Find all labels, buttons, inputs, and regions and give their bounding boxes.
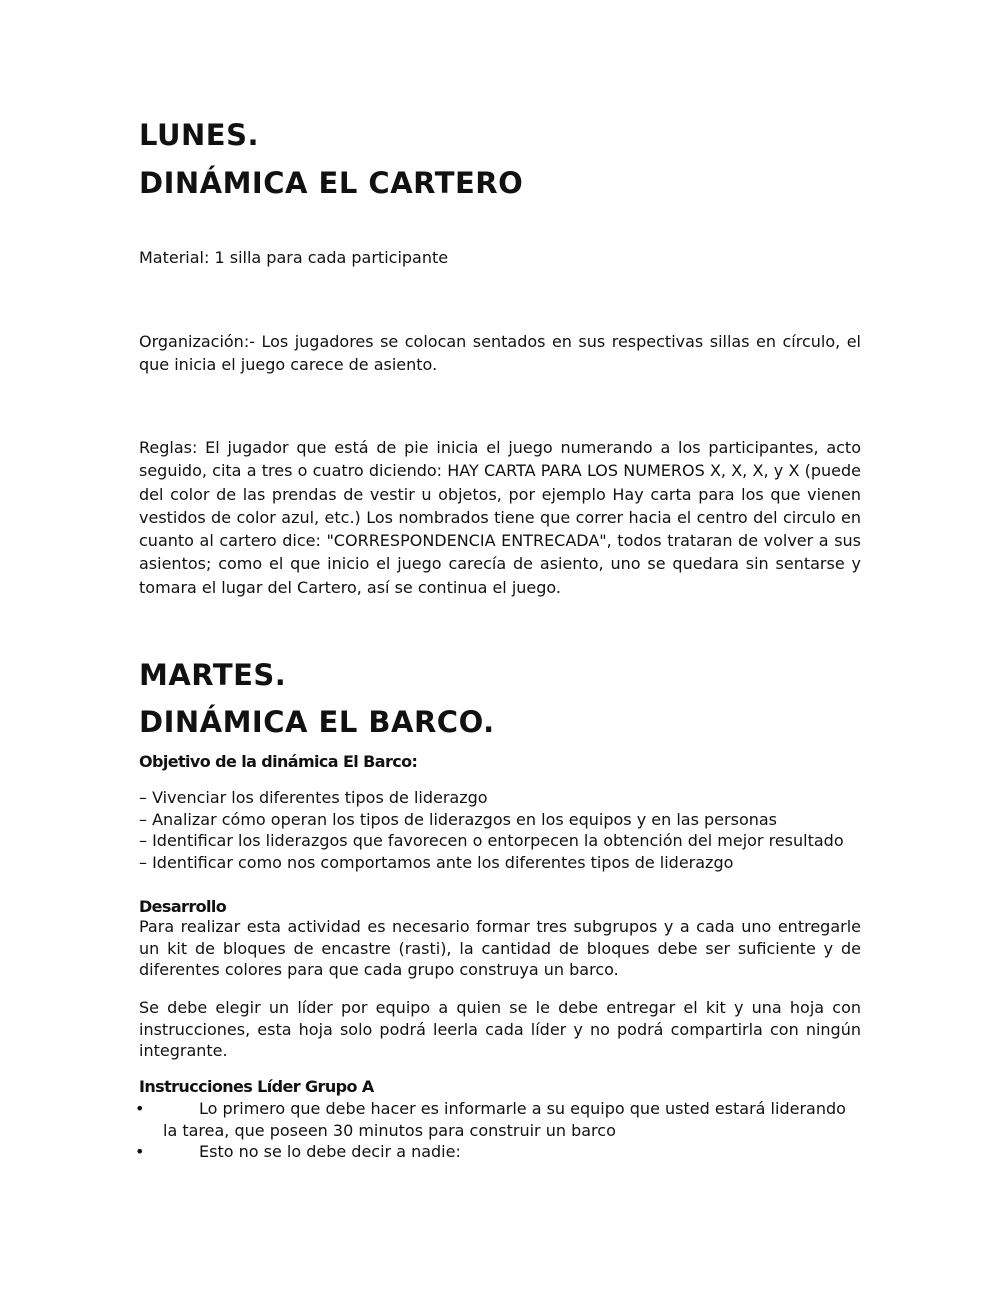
list-item: [135, 1098, 861, 1141]
list-item: – Identificar los liderazgos que favorecen o entorpecen la obtención del mejor resultado: [139, 831, 844, 850]
list-item: – Identificar como nos comportamos ante los diferentes tipos de liderazgo: [139, 852, 734, 872]
list-item: – Vivenciar los diferentes tipos de liderazgo: [139, 788, 488, 807]
bullet-text-line: Lo primero que debe hacer es informarle a su equipo que usted estará liderando: [199, 1099, 846, 1118]
desarrollo-paragraph-1: Para realizar esta actividad es necesario formar tres subgrupos y a cada uno entregarle un kit de bloques de encastre (rasti), la cantidad de bloques debe ser suficiente y de diferentes colores para que cada grupo construya un barco.: [139, 917, 861, 980]
desarrollo-paragraph-2: Se debe elegir un líder por equipo a quien se le debe entregar el kit y una hoja con instrucciones, esta hoja solo podrá leerla cada líder y no podrá compartirla con ningún integrante.: [139, 998, 861, 1061]
day-heading-martes: MARTES.: [139, 658, 287, 692]
bullet-text-line: la tarea, que poseen 30 minutos para construir un barco: [163, 1120, 616, 1140]
list-item: [135, 1141, 861, 1163]
bullet-text-line: Esto no se lo debe decir a nadie:: [199, 1142, 461, 1161]
list-item: – Analizar cómo operan los tipos de liderazgos en los equipos y en las personas: [139, 809, 778, 829]
day-heading-lunes: LUNES.: [139, 118, 259, 152]
instrucciones-heading: Instrucciones Líder Grupo A: [139, 1077, 374, 1096]
organizacion-paragraph: Organización:- Los jugadores se colocan sentados en sus respectivas sillas en círculo, el que inicia el juego carece de asiento.: [139, 332, 861, 375]
reglas-paragraph: Reglas: El jugador que está de pie inicia el juego numerando a los participantes, acto seguido, cita a tres o cuatro diciendo: HAY CARTA PARA LOS NUMEROS X, X, X, y X (puede del color de las prendas de vestir u objetos, por ejemplo Hay carta para los que vienen vestidos de color azul, etc.) Los nombrados tiene que correr hacia el centro del circulo en cuanto al cartero dice: "CORRESPONDENCIA ENTRECADA", todos trataran de volver a sus asientos; como el que inicio el juego carecía de asiento, uno se quedara sin sentarse y tomara el lugar del Cartero, así se continua el juego.: [139, 438, 861, 597]
dynamic-title-cartero: DINÁMICA EL CARTERO: [139, 166, 524, 200]
material-paragraph: Material: 1 silla para cada participante: [139, 248, 449, 267]
dynamic-title-barco: DINÁMICA EL BARCO.: [139, 705, 495, 739]
desarrollo-heading: Desarrollo: [139, 897, 227, 916]
instrucciones-bullet-list: [135, 1098, 861, 1163]
bullet-icon: •: [135, 1142, 145, 1161]
objetivos-list: [139, 787, 844, 873]
bullet-icon: •: [135, 1099, 145, 1118]
objetivo-heading: Objetivo de la dinámica El Barco:: [139, 752, 418, 771]
